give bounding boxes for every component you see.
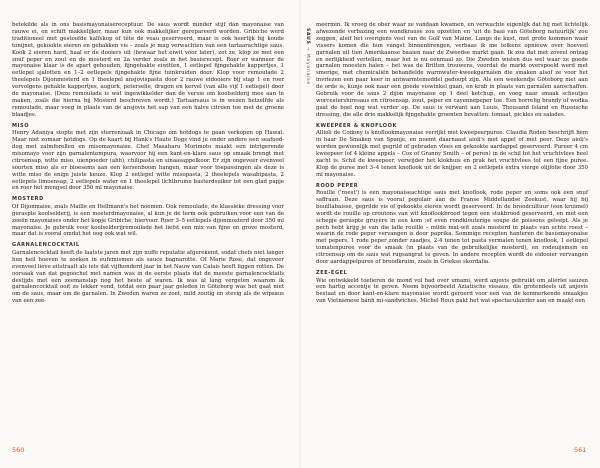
running-head-section: Mayonaise [305,53,310,85]
intro-paragraph: betekilde als in ons basismayonaisereceptuur. De saus wordt minder stijf dan mayonaise van rauwe ei, en schift makkelijker, maar kun ook makkelijker gerepareerd worden. Gribiche werd traditioneel met gestoofde kalfskop of tête de veau geserveerd, maar is ook heerlijk bij koude tonijnet, gekookte eieren en gebakken vis – zoals je mag verwachten van een tartaarachtige saus. Kook 2 eieren hard, haal er de dooiers uit (bewaar het eiwit voor later), zet ze, klop ze met een snuf peper en zout en de mosterd en 2a verder zoals in het basisrecept. Roer er wanneer de mayonaise klaar is de apart gehouden, fijngehakte eiwitten, 1 eetlepel fijngehakte kappertjes, 1 eetlepel sjalotten en 1–2 eetlepels fijngehakte fijne tuinkruiden door. Klop voor remoulade 2 theelepels Dijonmosterd en 1 theelepel ansjovispasta door 2 rauwe eidooiers bij stap 1 en roer vervolgens gehakte kappertjes, augurk, peterselie, dragon en kervel (van alle vijf 1 eetlepel) door de mayonaise. (Deze remoulade is wat ingewikkelder dan de versie om koolselderij mee aan te maken, zoals die hierna bij Mosterd beschreven wordt.) Tartaarsaus is in wezen hetzelfde als remoulade, maar voeg in plaats van de ansjovis het sap van een halve citroen toe met de groene blaadjes. [12,22,284,118]
running-head-title: SAUS [305,28,310,45]
section-heading-mosterd: MOSTERD [12,196,44,203]
section-text-rode-peper: Rouille ('roest') is een mayonaiseachtige saus met knoflook, rode peper en soms ook een snuf saffraan. Deze saus is vooral populair aan de Franse Middellandse Zeekust, waar hij bij bouillabaisse, gegrilde vis of gekookte eieren wordt geserveerd. In de broodcultuur (een kruimel) wordt de rouille op croutons van wit knoflookbrood tegen een stukbrood geserveerd, en met een schepje geraspte gruyère in een kom ;ef even rondklouterige soupe de poissons geleept. Als je pech hebt krijg je van die lafle rouille – milde mat-wit zoals mosterd in plaats van echte roest – waarin de rode peper vervangen is door paprika. Sommige recepten hanteren de basismayonaise met pepers, 1 rode peper zonder zaadjes, 2-4 tenen tot pasta vermalen tenen knoflook, 1 eetlepel tomatenpuree voor de smaak (in plaats van de gebruikelijke mosterd), en rodeuijsmsin en citroensap om de saus wat rugsangrat te geven. In andere recepten wordt de eidooier vervangen door aardappelpuree of broodkruim, zoals in Griekse skordalia. [316,190,588,266]
page-number-right: 561 [574,446,587,454]
section-heading-garnalencocktail: GARNALENCOCKTAIL [12,242,80,249]
section-heading-miso: MISO [12,122,30,129]
section-heading-rode-peper: ROOD PEPER [316,182,359,189]
section-heading-zee-egel: ZEE-EGEL [316,270,348,276]
intro-paragraph: meermin. Ik vroeg de ober waar ze vandaan kwamen, en verwachte eigenlijk dat hij met lichtelijk afwezende verbazing een wandkrause zou opzetten en 'uit de baai van Göteborg natuurlijk' zou zeggen, aleif het overigens veel van de Golf van Maine. Langs de kust, met grote kommen waar vissers komen die hun vangst binnenbrengen, verbaas ik me telkens opnieuw over hoeveel garnalen uit tien Amerikaanse baaien naar de Zweedse markt gaan. Ik zou dat met zoveel ontzag en eerlijkheid vertellen, maar het is nu eenmaal zo. Die Zweden wisten dus wel waar ze goede garnalen moesten halen – het was de Britten trouwens, voordat de markt overspoeld werd met smerige, met chemicaliën behandelde warmwater-kweekgarnalen die smaken alsof ze voor het invriezen een paar keer in antwarmtemeddel gedoopt zijn. Als een weekendje Göteborg niet aan de orde is, kunje ook naar een goede viswinkel gaan, en krab in plaats van garnalen aanschaffen. Gebruik voor de saus 2 dijon mayonaise op 1 deel ketchup, en voeg naar smaak scheutjes worcestershiresaus en citroensap, zout, peper en cayennepeper toe. Een borrelig brandy of wodka gaat de boel nog wat verder op. De saus is verwant aan Louis, Thousand Island en Russische dressing, die alle drie makkelijk fijngehakte groenten bevatten: tomaat, pickles en salades. [316,22,588,118]
section-text-miso: Henry Adaniya stopte met zijn sterrenzaak in Chicago om hotdogs te gaan verkopen op Hawaï. Maar niet zomaar hotdogs. Op de kaart bij Hank's Haute Dogs vind je onder andere een seafood-dog met zalmforellen en misomayonaise. Chef Masaharu Morimoto maakt een intrigerende misomayo voor zijn garnalentempura, waarvoor hij een kant-en-klare saus op smaak brengt met citroensap, witte miso, uienpoeder (ahh), chilipasta en sinaasappelkoor. Er zijn ongeveer evenveel soorten miso als er bloesems aan een kersenboom hangen, maar voor toepassingen als deze is witte miso de enige juiste keuze. Klop 2 eetlepel witte misopasta, 2 theelepels wasabipasta, 2 eetlepels limoensap, 2 eetlepels water en 1 theelepel lichtbruine basterdsuiker tot een glad papje en roer het mengsel door 350 ml mayonaise. [12,130,284,192]
section-text-zee-egel: Wie ontwikkeld toelieren de mond vol had over umami, werd anjovis gebruikt om allerlei sauzen een hartig accentje te geven. Neem bijvoorbeeld Aziatische vissaus, die grotendeels uit anjovis bestaat en door kant-en-klare mayonaise wordt geroerd voor een van de kenmerkende smaakjes van Vietnamese bánh mì-sandwiches. Michel Roux pakt het wat spectaculairder aan en maakt een [316,277,588,305]
section-text-kweepeer-knoflook: Allioli de Codony is knoflookmayonaise verrijkt met kweepeerpuree. Claudia Roden beschrijft hem in haar De Smaken van Spanje, en noemt daarnaast aioli's met appel of met peer. Deze aioli's worden gewoonlijk met gegrild of gebraden vlees en gekookte aardappel geserveerd. Pureer 4 cm kweepeer (of 4 kleine appels – Cox of Granny Smith – of peren) in de schil tot het vruchtvlees heel zacht is. Schil de kweepeer, verwijder het klokhuis en prak het vruchtvlees tot een fijne puree. Klop de puree met 3–4 tenen knoflook uit de knijper, en 2 eetlepels extra vierge olijfolie door 350 ml mayonaise. [316,130,588,178]
section-heading-kweepeer-knoflook: KWEEPEER & KNOFLOOK [316,122,397,129]
right-page [316,22,588,309]
section-text-mosterd: Of Dijonmaise, zoals Maille en Hellmann's het noemen. Ook remoulade, de klassieke dressing voor geraspte koolselderij, is een mosterdmayonaise, al kun je de term ook gebruiken voor een van de zeeën mayonaises onder het kopje Gribiche, hiervoor. Roer 3–5 eetlepels dijonmosterd door 350 ml mayonaise. Je gebruik voor koolselderijremoulade het liefst een mix van fijne en grove mosterd, maar dat is vooral omdat het oog ook wat wil. [12,203,284,238]
left-page [12,22,284,309]
section-text-garnalencocktail: Garnalencocktail heeft de laatste jaren met zijn nuffe reputatie afgerekend, sodat chefs niet langer hun heil hoeven te zoeken in eufemismen als sauce bagnarotte. Of Marie Rose, dat ongeveer evenveel lieve uitstraalt als iets dat vijfhonderd jaar in het Nauw van Calais heeft liggen rotten. De oorsaak van dat gegoochel met namen was in de eerste plaats dat de meeste garnalencocktails destijds met een zeemanslap nog het beste af waren. Ik was al lang vergeten waarom ik garnalencocktail ooit zo lekker vond, totdat een paar jaar geleden in Göteborg was het gaat niet om de saus, maar om de garnalen. In Zweden waren ze zoet, mild zoutig en stevig als de wipsaus van een zee- [12,249,284,305]
running-head-arrow: → [305,46,310,52]
running-head [300,28,312,188]
page-number-left: 560 [12,446,25,454]
